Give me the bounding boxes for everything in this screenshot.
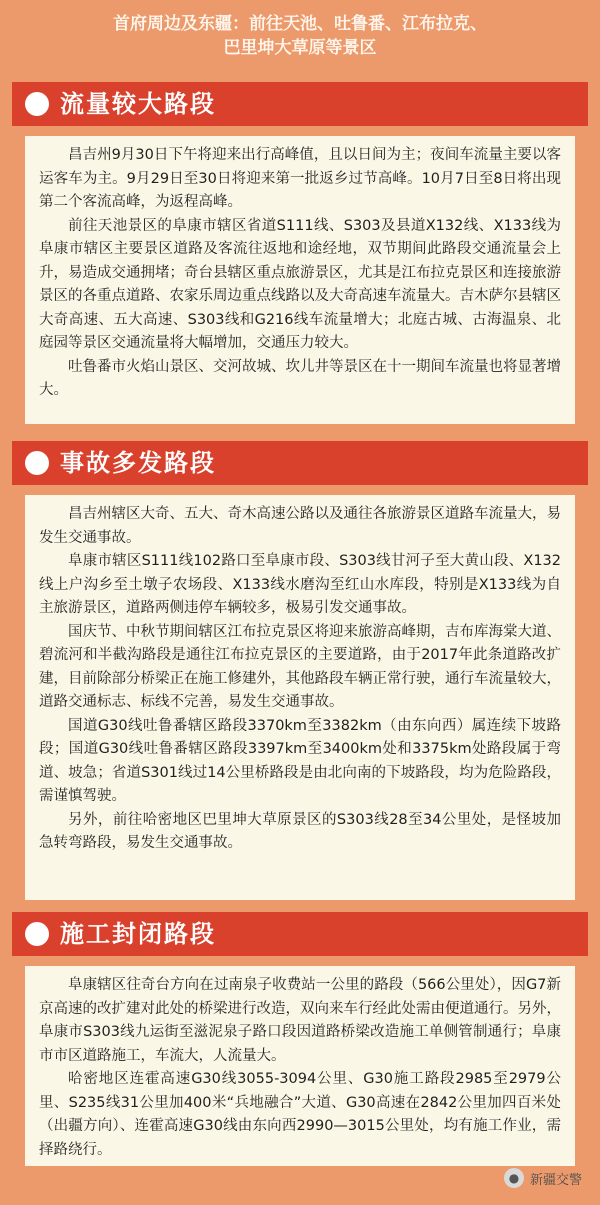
page-title-line-1: 首府周边及东疆：前往天池、吐鲁番、江布拉克、 xyxy=(113,14,487,34)
wechat-icon: ● xyxy=(504,1168,524,1188)
section-banner-construction-closure xyxy=(12,912,588,956)
paragraph: 昌吉州9月30日下午将迎来出行高峰值，且以日间为主；夜间车流量主要以客运客车为主。9月29日至30日将迎来第一批返乡过节高峰。10月7日至8日将出现第二个客流高峰，为返程高峰。 xyxy=(39,147,561,210)
paragraph: 前往天池景区的阜康市辖区省道S111线、S303及县道X132线、X133线为阜康市辖区主要景区道路及客流往返地和途经地，双节期间此路段交通流量会上升，易造成交通拥堵；奇台县辖区重点旅游景区，尤其是江布拉克景区和连接旅游景区的各重点道路、农家乐周边重点线路以及大奇高速车流量大。吉木萨尔县辖区大奇高速、五大高速、S303线和G216线车流量增大；北庭古城、古海温泉、北庭园等景区交通流量将大幅增加，交通压力较大。 xyxy=(39,217,561,351)
page-title-line-2: 巴里坤大草原等景区 xyxy=(223,38,377,58)
section-banner-heavy-traffic xyxy=(12,82,588,126)
paragraph: 国道G30线吐鲁番辖区路段3370km至3382km（由东向西）属连续下坡路段；国道G30线吐鲁番辖区路段3397km至3400km处和3375km处路段属于弯道、坡急；省道S301线过14公里桥路段是由北向南的下坡路段，均为危险路段，需谨慎驾驶。 xyxy=(39,717,561,804)
section-heading: 流量较大路段 xyxy=(60,90,216,118)
paragraph: 国庆节、中秋节期间辖区江布拉克景区将迎来旅游高峰期，吉布库海棠大道、碧流河和半截沟路段是通往江布拉克景区的主要道路，由于2017年此条道路改扩建，目前除部分桥梁正在施工修建外，其他路段车辆正常行驶，通行车流量较大，道路交通标志、标线不完善，易发生交通事故。 xyxy=(39,623,561,710)
paragraph: 另外，前往哈密地区巴里坤大草原景区的S303线28至34公里处，是怪坡加急转弯路段，易发生交通事故。 xyxy=(39,811,561,851)
section-banner-accident-prone xyxy=(12,441,588,485)
paragraph: 阜康市辖区S111线102路口至阜康市段、S303线甘河子至大黄山段、X132线上户沟乡至土墩子农场段、X133线水磨沟至红山水库段，特别是X133线为自主旅游景区，道路两侧违停车辆较多，极易引发交通事故。 xyxy=(39,553,561,616)
section-heading: 施工封闭路段 xyxy=(60,920,216,948)
section-heading: 事故多发路段 xyxy=(60,449,216,477)
section-panel-heavy-traffic xyxy=(25,136,575,424)
watermark xyxy=(504,1165,582,1191)
paragraph: 昌吉州辖区大奇、五大、奇木高速公路以及通往各旅游景区道路车流量大，易发生交通事故。 xyxy=(39,506,561,546)
bullet-icon xyxy=(25,92,49,116)
bullet-icon xyxy=(25,922,49,946)
paragraph: 吐鲁番市火焰山景区、交河故城、坎儿井等景区在十一期间车流量也将显著增大。 xyxy=(39,358,561,398)
watermark-text: 新疆交警 xyxy=(529,1172,582,1188)
paragraph: 哈密地区连霍高速G30线3055-3094公里、G30施工路段2985至2979公里、S235线31公里加400米“兵地融合”大道、G30高速在2842公里加四百米处（出疆方向）、连霍高速G30线由东向西2990—3015公里处，均有施工作业，需择路绕行。 xyxy=(39,1071,561,1158)
bullet-icon xyxy=(25,451,49,475)
paragraph: 阜康辖区往奇台方向在过南泉子收费站一公里的路段（566公里处），因G7新京高速的改扩建对此处的桥梁进行改造，双向来车行经此处需由便道通行。另外，阜康市S303线九运街至滋泥泉子路口段因道路桥梁改造施工单侧管制通行；阜康市市区道路施工，车流大，人流量大。 xyxy=(39,977,561,1064)
section-panel-construction-closure xyxy=(25,966,575,1166)
page-title xyxy=(0,12,600,60)
section-panel-accident-prone xyxy=(25,495,575,900)
